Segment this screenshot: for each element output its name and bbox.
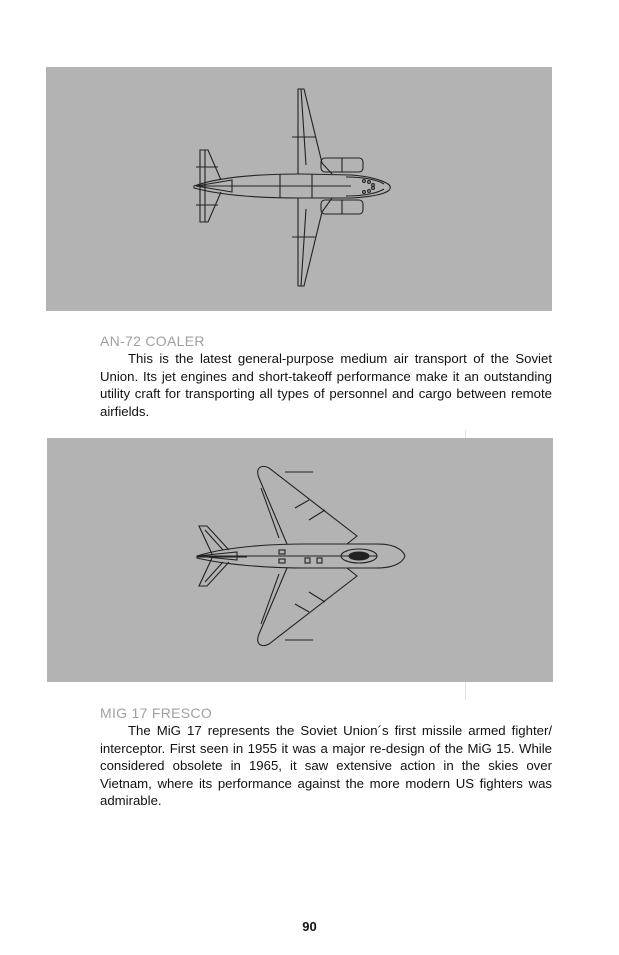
entry-description-mig-17 (100, 722, 552, 810)
entry-paragraph: This is the latest general-purpose medium air transport of the Soviet Union. Its jet engines and short-takeoff performance make it an outstanding utility craft for transporting all types of personnel and cargo between remote airfields. (100, 351, 552, 419)
entry-description-an-72 (100, 350, 552, 420)
an-72-transport-aircraft-icon (46, 67, 552, 311)
page-number: 90 (302, 919, 317, 934)
an-72-illustration-plate (46, 67, 552, 311)
entry-title-an-72: AN-72 COALER (100, 333, 205, 349)
entry-paragraph: The MiG 17 represents the Soviet Union´s first missile armed fighter/ interceptor. First seen in 1955 it was a major re-design of the MiG 15. While considered obsolete in 1965, it saw extensive action in the skies over Vietnam, where its performance against the more modern US fighters was admirable. (100, 723, 552, 808)
mig-17-illustration-plate (47, 438, 553, 682)
entry-title-mig-17: MIG 17 FRESCO (100, 705, 213, 721)
mig-17-fighter-aircraft-icon (47, 438, 553, 682)
